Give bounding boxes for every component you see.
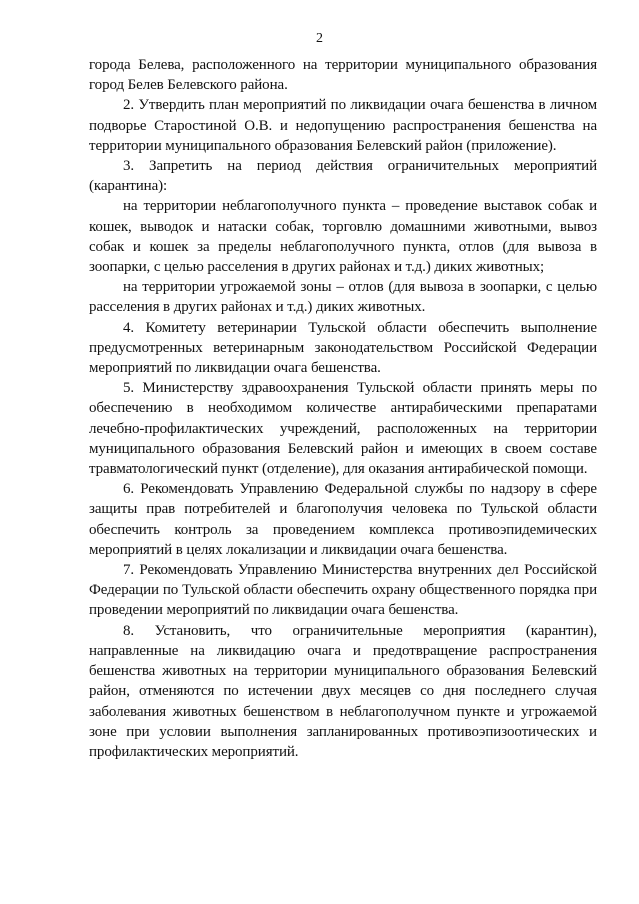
paragraph-item-7: 7. Рекомендовать Управлению Министерства внутренних дел Российской Федерации по Тульской области обеспечить охрану общественного порядка при проведении мероприятий по ликвидации очага бешенства. <box>89 562 597 619</box>
paragraph-item-5: 5. Министерству здравоохранения Тульской области принять меры по обеспечению в необходимом количестве антирабическими препаратами лечебно-профилактических учреждений, расположенных на территории муниципального образования Белевский район и имеющих в своем составе травматологический пункт (отделение), для оказания антирабической помощи. <box>89 380 597 478</box>
paragraph-item-4: 4. Комитету ветеринарии Тульской области обеспечить выполнение предусмотренных ветеринарным законодательством Российской Федерации мероприятий по ликвидации очага бешенства. <box>89 319 597 377</box>
paragraph-item-3-subitem-2: на территории угрожаемой зоны – отлов (для вывоза в зоопарки, с целью расселения в других районах и т.д.) диких животных. <box>89 279 597 316</box>
paragraph-continuation: города Белева, расположенного на территории муниципального образования город Белев Белевского района. <box>89 57 597 94</box>
page-number: 2 <box>316 31 323 46</box>
document-body <box>89 55 597 762</box>
paragraph-item-8: 8. Установить, что ограничительные мероприятия (карантин), направленные на ликвидацию очага и предотвращение распространения бешенства животных на территории муниципального образования Белевский район, отменяются по истечении двух месяцев со дня последнего случая заболевания животных бешенством в неблагополучном пункте и угрожаемой зоне при условии выполнения запланированных противоэпизоотических и профилактических мероприятий. <box>89 622 597 760</box>
paragraph-item-6: 6. Рекомендовать Управлению Федеральной службы по надзору в сфере защиты прав потребителей и благополучия человека по Тульской области обеспечить контроль за проведением комплекса противоэпидемических мероприятий в целях локализации и ликвидации очага бешенства. <box>89 481 597 558</box>
paragraph-item-2: 2. Утвердить план мероприятий по ликвидации очага бешенства в личном подворье Старостиной О.В. и недопущению распространения бешенства на территории муниципального образования Белевский район (приложение). <box>89 97 597 154</box>
paragraph-item-3: 3. Запретить на период действия ограничительных мероприятий (карантина): <box>89 158 597 195</box>
paragraph-item-3-subitem-1: на территории неблагополучного пункта – проведение выставок собак и кошек, выводок и натаски собак, торговлю домашними животными, вывоз собак и кошек за пределы неблагополучного пункта, отлов (для вывоза в зоопарки, с целью расселения в других районах и т.д.) диких животных; <box>89 198 597 276</box>
